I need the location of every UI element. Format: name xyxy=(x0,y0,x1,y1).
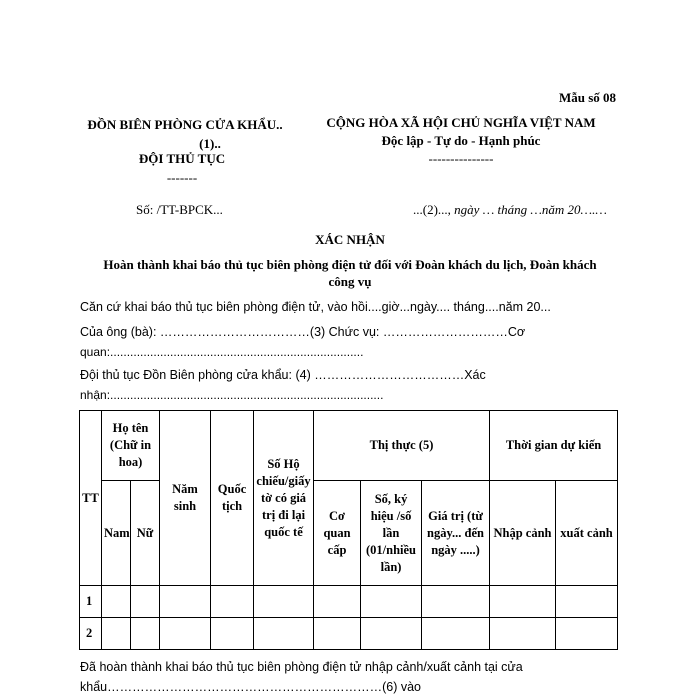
table-cell xyxy=(490,618,556,650)
col-nationality-header: Quốc tịch xyxy=(211,411,254,586)
table-cell xyxy=(160,618,211,650)
right-header-line2: Độc lập - Tự do - Hạnh phúc xyxy=(381,133,541,148)
col-agency-header: Cơ quan cấp xyxy=(314,481,361,586)
document-title: XÁC NHẬN xyxy=(315,232,385,247)
table-cell xyxy=(131,586,160,618)
col-passport-header: Số Hộ chiếu/giấy tờ có giá trị đi lại quốc tế xyxy=(254,411,314,586)
row-number: 2 xyxy=(80,618,102,650)
left-header-line2: (1).. xyxy=(199,136,221,151)
table-cell xyxy=(211,586,254,618)
col-name-header: Họ tên (Chữ in hoa) xyxy=(102,411,160,481)
table-cell xyxy=(314,586,361,618)
col-visa-header: Thị thực (5) xyxy=(314,411,490,481)
table-cell xyxy=(556,586,618,618)
body-line5: nhận:.................................................................................. xyxy=(80,388,384,402)
footer-line1: Đã hoàn thành khai báo thủ tục biên phòng điện tử nhập cảnh/xuất cảnh tại cửa xyxy=(80,660,523,674)
date-prefix: ...(2)..., xyxy=(413,202,455,217)
right-header-divider: --------------- xyxy=(428,151,494,166)
table-cell xyxy=(254,586,314,618)
body-line3: quan:............................................................................ xyxy=(80,345,364,359)
table-cell xyxy=(422,618,490,650)
date-line xyxy=(413,202,607,218)
col-symbol-header: Số, ký hiệu /số lần (01/nhiều lần) xyxy=(361,481,422,586)
col-tt-header: TT xyxy=(80,411,102,586)
table-cell xyxy=(314,618,361,650)
body-line4: Đội thủ tục Đồn Biên phòng cửa khẩu: (4) ………………………………Xác xyxy=(80,368,486,382)
col-time-header: Thời gian dự kiến xyxy=(490,411,618,481)
table-cell xyxy=(490,586,556,618)
left-header-line1: ĐỒN BIÊN PHÒNG CỬA KHẨU.. xyxy=(87,117,283,132)
left-header-line3: ĐỘI THỦ TỤC xyxy=(138,151,226,166)
subtitle-line1: Hoàn thành khai báo thủ tục biên phòng điện tử đối với Đoàn khách du lịch, Đoàn khách xyxy=(103,257,597,272)
date-text: ngày … tháng …năm 20….… xyxy=(454,202,607,217)
subtitle-line2: công vụ xyxy=(328,274,372,289)
row-number: 1 xyxy=(80,586,102,618)
col-birth-header: Năm sinh xyxy=(160,411,211,586)
left-header-divider: ------- xyxy=(166,170,198,185)
table-cell xyxy=(211,618,254,650)
body-line2: Của ông (bà): ………………………………(3) Chức vụ: …………………………Cơ xyxy=(80,325,526,339)
table-row xyxy=(80,586,618,618)
footer-line2: khẩu…………………………………………………………(6) vào xyxy=(80,680,422,694)
right-header-line1: CỘNG HÒA XÃ HỘI CHỦ NGHĨA VIỆT NAM xyxy=(326,115,596,130)
col-entry-header: Nhập cảnh xyxy=(490,481,556,586)
form-number: Mẫu số 08 xyxy=(559,90,617,105)
col-validity-header: Giá trị (từ ngày... đến ngày .....) xyxy=(422,481,490,586)
table-row xyxy=(80,618,618,650)
col-nu-header: Nữ xyxy=(131,481,160,586)
table-cell xyxy=(254,618,314,650)
body-line1: Căn cứ khai báo thủ tục biên phòng điện tử, vào hồi....giờ...ngày.... tháng....năm 20... xyxy=(80,300,551,314)
passenger-table xyxy=(79,410,618,650)
table-cell xyxy=(102,618,131,650)
table-cell xyxy=(361,586,422,618)
document-number: Số: /TT-BPCK... xyxy=(136,202,223,217)
header-row-1 xyxy=(80,411,618,481)
table-cell xyxy=(160,586,211,618)
table-cell xyxy=(422,586,490,618)
col-exit-header: xuất cảnh xyxy=(556,481,618,586)
table-cell xyxy=(131,618,160,650)
table-cell xyxy=(556,618,618,650)
col-nam-header: Nam xyxy=(102,481,131,586)
table-cell xyxy=(361,618,422,650)
table-cell xyxy=(102,586,131,618)
